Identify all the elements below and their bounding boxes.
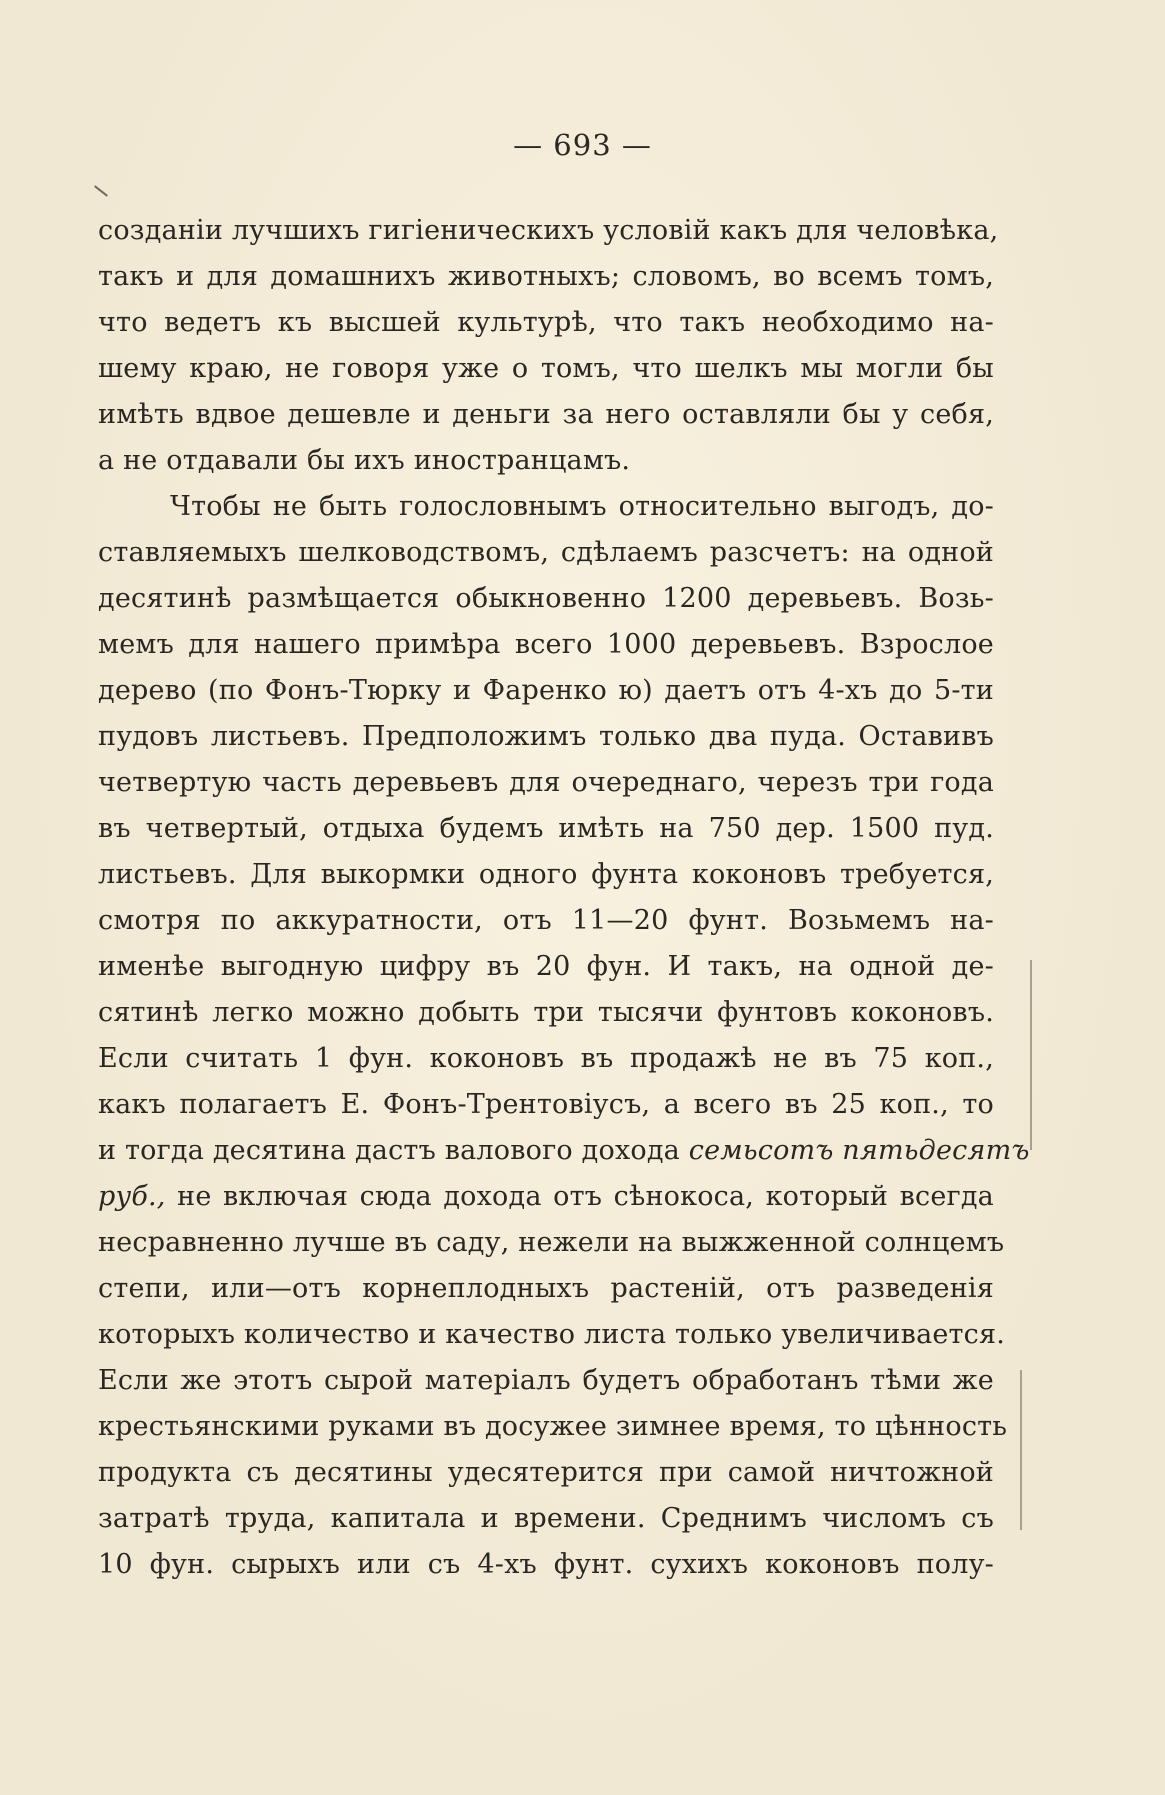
- text-line: [98, 668, 994, 714]
- line-text: Если же этотъ сырой матеріалъ будетъ обработанъ тѣми же: [98, 1365, 994, 1396]
- line-text: а не отдавали бы ихъ иностранцамъ.: [98, 445, 631, 476]
- text-line: [98, 852, 994, 898]
- italic-text: руб.,: [98, 1181, 166, 1212]
- line-text: шему краю, не говоря уже о томъ, что шелкъ мы могли бы: [98, 353, 994, 384]
- line-text: затратѣ труда, капитала и времени. Среднимъ числомъ съ: [98, 1503, 994, 1534]
- page-number: — 693 —: [513, 128, 652, 162]
- line-text: которыхъ количество и качество листа только увеличивается.: [98, 1319, 1006, 1350]
- line-text: какъ полагаетъ Е. Фонъ-Трентовіусъ, а всего въ 25 коп., то: [98, 1089, 994, 1120]
- text-line: [98, 484, 994, 530]
- text-line: [98, 576, 994, 622]
- line-text: Чтобы не быть голословнымъ относительно выгодъ, до-: [170, 491, 994, 522]
- line-text: сятинѣ легко можно добыть три тысячи фунтовъ коконовъ.: [98, 997, 994, 1028]
- line-text: крестьянскими руками въ досужее зимнее время, то цѣнность: [98, 1411, 1008, 1442]
- body-text: [98, 208, 1030, 1588]
- text-line: [98, 1496, 994, 1542]
- line-text: ставляемыхъ шелководствомъ, сдѣлаемъ разсчетъ: на одной: [98, 537, 994, 568]
- line-text: имѣть вдвое дешевле и деньги за него оставляли бы у себя,: [98, 399, 994, 430]
- text-line: [98, 990, 994, 1036]
- line-text: такъ и для домашнихъ животныхъ; словомъ, во всемъ томъ,: [98, 261, 994, 292]
- text-line: [98, 1128, 1030, 1174]
- line-text: именѣе выгодную цифру въ 20 фун. И такъ, на одной де-: [98, 951, 994, 982]
- line-text: несравненно лучше въ саду, нежели на выжженной солнцемъ: [98, 1227, 1005, 1258]
- line-text: пудовъ листьевъ. Предположимъ только два пуда. Оставивъ: [98, 721, 994, 752]
- pencil-tick-mark: [94, 185, 108, 196]
- line-text: созданіи лучшихъ гигіеническихъ условій какъ для человѣка,: [98, 215, 999, 246]
- line-text: Если считать 1 фун. коконовъ въ продажѣ не въ 75 коп.,: [98, 1043, 994, 1074]
- line-text: десятинѣ размѣщается обыкновенно 1200 деревьевъ. Возь-: [98, 583, 994, 614]
- line-text: и тогда десятина дастъ валового дохода: [98, 1135, 680, 1166]
- text-line: [98, 1082, 994, 1128]
- text-line: [98, 1358, 994, 1404]
- line-text: дерево (по Фонъ-Тюрку и Фаренко ю) даетъ отъ 4-хъ до 5-ти: [98, 675, 994, 706]
- text-line: [98, 1450, 994, 1496]
- text-line: [98, 530, 994, 576]
- text-line: [98, 944, 994, 990]
- text-line: [98, 300, 994, 346]
- text-line: [98, 346, 994, 392]
- text-line: [98, 806, 994, 852]
- text-line: [98, 438, 994, 484]
- text-line: [98, 392, 994, 438]
- line-text: не включая сюда дохода отъ сѣнокоса, который всегда: [177, 1181, 994, 1212]
- text-line: [98, 622, 994, 668]
- line-text: мемъ для нашего примѣра всего 1000 деревьевъ. Взрослое: [98, 629, 994, 660]
- text-line: [98, 714, 994, 760]
- line-text: продукта съ десятины удесятерится при самой ничтожной: [98, 1457, 994, 1488]
- margin-pencil-mark: [1020, 1370, 1022, 1530]
- text-line: [98, 208, 999, 254]
- text-line: [98, 1036, 994, 1082]
- line-text: 10 фун. сырыхъ или съ 4-хъ фунт. сухихъ коконовъ полу-: [98, 1549, 994, 1580]
- text-line: [98, 1542, 994, 1588]
- line-text: что ведетъ къ высшей культурѣ, что такъ необходимо на-: [98, 307, 994, 338]
- text-line: [98, 760, 994, 806]
- text-line: [98, 254, 994, 300]
- text-line: [98, 1220, 1005, 1266]
- text-line: [98, 1404, 1008, 1450]
- line-text: четвертую часть деревьевъ для очереднаго, черезъ три года: [98, 767, 994, 798]
- line-text: смотря по аккуратности, отъ 11—20 фунт. Возьмемъ на-: [98, 905, 994, 936]
- margin-pencil-mark: [1030, 960, 1032, 1150]
- text-line: [98, 1174, 994, 1220]
- line-text: степи, или—отъ корнеплодныхъ растеній, отъ разведенія: [98, 1273, 994, 1304]
- text-line: [98, 898, 994, 944]
- line-text: въ четвертый, отдыха будемъ имѣть на 750 дер. 1500 пуд.: [98, 813, 994, 844]
- text-line: [98, 1266, 994, 1312]
- italic-text: семьсотъ пятьдесятъ: [688, 1135, 1030, 1166]
- text-line: [98, 1312, 1006, 1358]
- line-text: листьевъ. Для выкормки одного фунта коконовъ требуется,: [98, 859, 994, 890]
